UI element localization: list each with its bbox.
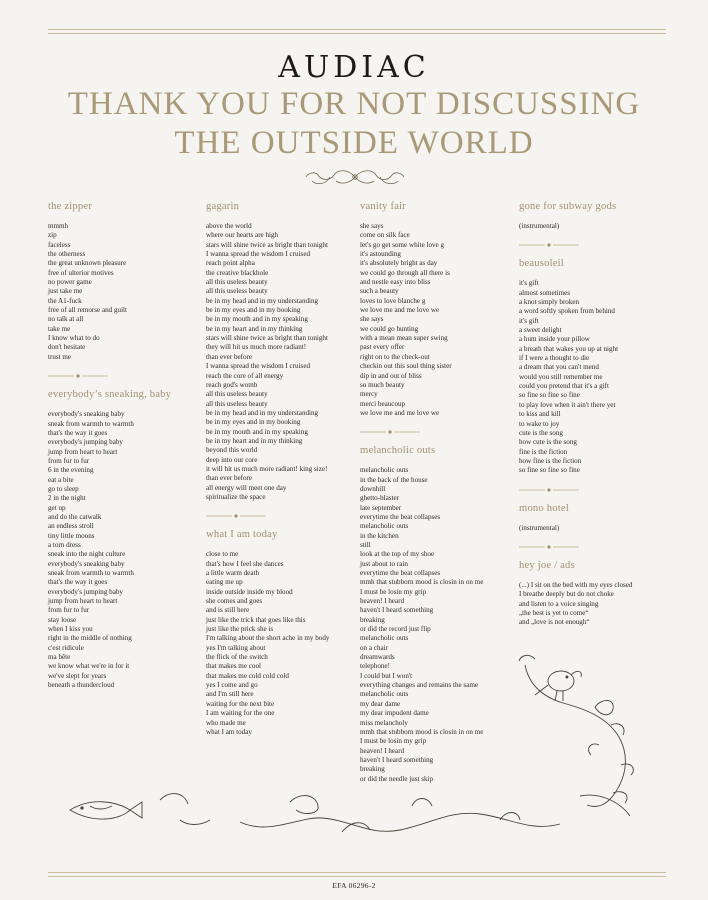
lyric-line: and I'm still here [206,690,254,699]
lyric-line: eating me up [206,578,243,587]
lyric-line: it's gift [519,279,539,288]
lyric-line: we could go through all there is [360,268,450,277]
lyrics-list [48,410,198,690]
lyric-line: deep into our core [206,455,258,464]
song-title: gagarin [206,201,240,212]
lyric-line: be in my mouth and in my speaking [206,315,308,324]
lyric-line: be in my heart and in my thinking [206,324,303,333]
lyric-line: checkin out this soul thing sister [360,362,452,371]
column-2 [206,201,356,737]
song-title: everybody’s sneaking, baby [48,389,172,401]
lyric-line: trust me [48,352,72,361]
lyric-line: breaking [360,615,385,624]
separator-icon [519,487,579,493]
song-title: beausoleil [519,258,564,270]
song-block [519,201,669,231]
lyric-line: and „love is not enough“ [519,618,590,627]
lyric-line: just take me [48,287,83,296]
lyric-line: and listen to a voice singing [519,599,599,608]
lyric-line: haven't I heard something [360,606,434,615]
lyric-line: 6 in the evening [48,466,94,475]
lyric-line: they will hit us much more radiant! [206,343,307,352]
separator-icon [206,513,266,519]
lyric-line: breaking [360,765,385,774]
lyric-line: faceless [48,240,71,249]
lyrics-list [519,222,669,231]
lyric-line: no power game [48,278,92,287]
lyric-line: and do the catwalk [48,512,102,521]
lyric-line: right on to the check-out [360,352,430,361]
lyric-line: heaven! I heard [360,746,405,755]
lyric-line: come on silk face [360,231,410,240]
bottom-rule-inner [48,876,666,877]
column-4 [519,201,669,628]
lyric-line: be in my heart and in my thinking [206,436,303,445]
lyric-line: I could but I won't [360,671,413,680]
song-block [48,201,198,362]
lyric-line: how cute is the song [519,438,577,447]
lyric-line: everytime the beat collapses [360,512,441,521]
song-title: melancholic outs [360,445,436,457]
lyric-line: I breathe deeply but do not choke [519,590,614,599]
lyrics-list [360,222,510,418]
song-title: mono hotel [519,502,569,514]
lyric-line: almost sometimes [519,288,571,297]
lyric-line: „the best is yet to come“ [519,608,589,617]
lyric-line: stars will shine twice as bright than tonight [206,334,328,343]
lyric-line: just like the prick she is [206,625,274,634]
lyric-line: everybody's sneaking baby [48,410,125,419]
lyric-line: everybody's jumping baby [48,438,123,447]
lyric-line: ghetto-blaster [360,494,400,503]
lyric-line: would you still remember me [519,372,603,381]
lyric-line: beneath a thundercloud [48,681,115,690]
album-title-line2: THE OUTSIDE WORLD [174,125,534,161]
lyric-line: melancholic outs [360,466,409,475]
song-title: gone for subway gods [519,201,617,212]
lyric-line: eat a bite [48,475,74,484]
lyric-line: so fine so fine so fine [519,391,580,400]
song-block [206,529,356,737]
lyric-line: everybody's sneaking baby [48,559,125,568]
lyric-line: fine is the fiction [519,447,568,456]
lyric-line: spiritualize the space [206,492,266,501]
lyric-line: melancholic outs [360,690,409,699]
lyric-line: get up [48,503,66,512]
lyrics-list [48,222,198,362]
lyric-line: so much beauty [360,380,405,389]
lyric-line: I wanna spread the wisdom I cruised [206,250,311,259]
lyric-line: to wake to joy [519,419,560,428]
lyric-line: when I kiss you [48,625,93,634]
lyric-line: reach god's womb [206,380,258,389]
lyric-line: be in my mouth and in my speaking [206,427,308,436]
lyric-line: that's the way it goes [48,578,108,587]
lyrics-list [519,581,669,628]
lyric-line: late september [360,503,402,512]
lyric-line: (instrumental) [519,222,560,230]
lyric-line: everything changes and remains the same [360,681,478,690]
lyric-line: a dream that you can't mend [519,363,599,372]
song-block [360,201,510,418]
lyric-line: I know what to do [48,334,100,343]
lyric-line: all this useless beauty [206,390,268,399]
lyric-line: in the back of the house [360,475,428,484]
lyric-line: I'm talking about the short ache in my body [206,634,330,643]
lyric-line: yes I'm talking about [206,643,266,652]
song-block [519,560,669,628]
lyric-line: she says [360,315,384,324]
lyric-line: an endless stroll [48,522,94,531]
lyric-line: loves to love blanche g [360,296,426,305]
lyric-line: I wanna spread the wisdom I cruised [206,362,311,371]
lyric-line: sneak into the night culture [48,550,126,559]
lyric-line: I am waiting for the one [206,709,275,718]
lyric-line: mmmh [48,222,69,230]
lyric-line: such a beauty [360,287,399,296]
lyrics-list [206,550,356,737]
lyric-line: zip [48,231,57,240]
song-block [48,389,198,690]
lyric-line: a word softly spoken from behind [519,307,615,316]
lyric-line: in the kitchen [360,531,399,540]
column-1 [48,201,198,690]
lyric-line: sneak from warmth to warmth [48,419,134,428]
lyric-line: (...) I sit on the bed with my eyes closed [519,580,633,589]
lyric-line: waiting for the next bite [206,699,275,708]
lyric-line: my dear dame [360,699,401,708]
lyric-line: that's the way it goes [48,428,108,437]
song-block [206,201,356,502]
lyric-line: everybody's jumping baby [48,587,123,596]
floral-border-illustration-icon [60,780,660,850]
song-title: hey joe / ads [519,559,575,571]
lyric-line: heaven! I heard [360,597,405,606]
lyric-line: the creative blackhole [206,268,269,277]
lyric-line: or did the record just flip [360,625,431,634]
lyric-line: 2 in the night [48,494,86,503]
artist-name: AUDIAC [278,50,430,85]
album-title-line1: THANK YOU FOR NOT DISCUSSING [67,86,641,122]
lyric-line: we know what we're in for it [48,662,130,671]
lyric-line: ma bête [48,653,71,662]
lyrics-list [206,222,356,502]
lyric-line: could you pretend that it's a gift [519,382,609,391]
lyric-line: dreamwards [360,653,395,662]
lyric-line: or did the needle just skip [360,774,434,783]
lyric-line: still [360,540,371,549]
lyric-line: no talk at all [48,315,84,324]
lyric-line: if I were a thought to die [519,354,590,363]
separator-icon [519,242,579,248]
lyric-line: we've slept for years [48,671,107,680]
lyric-line: stars will shine twice as bright than tonight [206,240,328,249]
lyric-line: yes I come and go [206,681,258,690]
lyric-line: we love me and me love we [360,408,440,417]
column-3 [360,201,510,784]
lyric-line: beyond this world [206,446,258,455]
lyric-line: stay loose [48,615,77,624]
lyric-line: reach point alpha [206,259,255,268]
lyric-line: miss melancholy [360,718,408,727]
song-block [519,258,669,475]
flourish-ornament-icon [300,165,410,189]
lyric-line: above the world [206,222,252,230]
lyric-line: all this useless beauty [206,278,268,287]
lyric-line: jump from heart to heart [48,597,118,606]
lyric-line: merci beaucoup [360,399,406,408]
lyric-line: it's gift [519,316,539,325]
lyric-line: haven't I heard something [360,755,434,764]
lyric-line: it's absolutely bright as day [360,259,438,268]
lyrics-list [360,466,510,784]
lyric-line: the A1-fuck [48,296,82,305]
lyric-line: tiny little moons [48,531,95,540]
lyric-line: melancholic outs [360,634,409,643]
lyric-line: a torn dress [48,540,81,549]
lyric-line: she says [360,222,384,230]
lyric-line: my dear impudent dame [360,709,429,718]
lyric-line: with a mean mean super swing [360,334,448,343]
lyric-line: all this useless beauty [206,287,268,296]
lyric-line: take me [48,324,71,333]
lyric-line: everytime the beat collapses [360,569,441,577]
lyric-line: all energy will meet one day [206,483,287,492]
lyric-line: dip in and out of bliss [360,371,422,380]
lyric-line: mmh that stubborn mood is closin in on me [360,727,484,736]
lyrics-list [519,279,669,475]
song-block [519,503,669,533]
lyric-line: from fur to fur [48,606,90,615]
lyric-line: inside outside inside my blood [206,587,293,596]
lyric-line: to play love when it ain't there yet [519,400,616,409]
lyric-line: go to sleep [48,484,79,493]
lyric-line: a sweet delight [519,326,562,335]
bottom-rule [48,872,666,873]
lyric-line: reach the core of all energy [206,371,284,380]
lyric-line: right in the middle of nothing [48,634,132,643]
lyric-line: a hum inside your pillow [519,335,590,344]
lyric-line: telephone! [360,662,390,671]
lyrics-list [519,524,669,533]
lyric-line: how fine is the fiction [519,456,582,465]
lyric-line: she comes and goes [206,597,263,606]
lyric-line: downhill [360,484,386,493]
lyric-line: that makes me cool [206,662,261,671]
top-rule-inner [48,33,666,34]
lyric-line: (instrumental) [519,523,560,532]
song-block [360,445,510,784]
lyric-line: we love me and me love we [360,306,440,315]
lyric-line: free of all remorse and guilt [48,306,127,315]
lyric-line: it's astounding [360,250,401,259]
lyric-line: let's go get some white love g [360,240,445,249]
lyric-line: where our hearts are high [206,231,279,240]
song-title: vanity fair [360,201,407,212]
lyric-line: be in my head and in my understanding [206,296,319,305]
lyric-line: so fine so fine so fine [519,466,580,475]
lyric-line: what I am today [206,727,252,736]
lyric-line: don't hesitate [48,343,86,352]
lyric-line: than ever before [206,474,253,483]
lyric-line: past every offer [360,343,405,352]
lyric-line: a knot simply broken [519,298,580,307]
lyric-line: be in my eyes and in my booking [206,418,301,427]
lyric-line: just like the trick that goes like this [206,615,306,624]
lyric-line: than ever before [206,352,253,361]
lyric-line: just about to rain [360,559,408,568]
lyric-line: c'est ridicule [48,643,84,652]
lyric-line: mercy [360,390,378,399]
lyric-line: mmh that stubborn mood is closin in on me [360,578,484,587]
lyric-line: I must be losin my grip [360,587,427,596]
lyric-line: be in my head and in my understanding [206,408,319,417]
lyric-line: we could go hunting [360,324,419,333]
top-rule [48,29,666,30]
lyric-line: close to me [206,550,239,559]
lyric-line: sneak from warmth to warmth [48,569,134,577]
lyric-line: look at the top of my shoe [360,550,435,559]
lyric-line: to kiss and kill [519,410,561,419]
lyric-line: free of ulterior motives [48,268,114,277]
lyric-line: and nestle easy into bliss [360,278,431,287]
lyric-line: and is still here [206,606,250,615]
catalog-number: EFA 06296-2 [332,881,376,890]
lyric-line: the flick of the switch [206,653,268,662]
separator-icon [360,429,420,435]
lyric-line: be in my eyes and in my booking [206,306,301,315]
lyric-line: jump from heart to heart [48,447,118,456]
lyric-line: the otherness [48,250,86,259]
lyric-line: that makes me cold cold cold [206,671,289,680]
lyric-line: on a chair [360,643,388,652]
lyric-line: it will hit us much more radiant! king size! [206,464,328,473]
lyric-line: a little warm death [206,569,259,577]
lyric-line: from fur to fur [48,456,90,465]
lyric-line: cute is the song [519,428,563,437]
separator-icon [519,544,579,550]
lyric-line: a breath that wakes you up at night [519,344,619,353]
lyric-line: the great unknown pleasure [48,259,127,268]
lyric-line: all this useless beauty [206,399,268,408]
lyric-line: I must be losin my grip [360,737,427,746]
song-title: the zipper [48,201,93,212]
lyric-line: that's how I feel she dances [206,559,284,568]
separator-icon [48,373,108,379]
song-title: what I am today [206,529,278,541]
lyric-line: who made me [206,718,246,727]
lyric-line: melancholic outs [360,522,409,531]
